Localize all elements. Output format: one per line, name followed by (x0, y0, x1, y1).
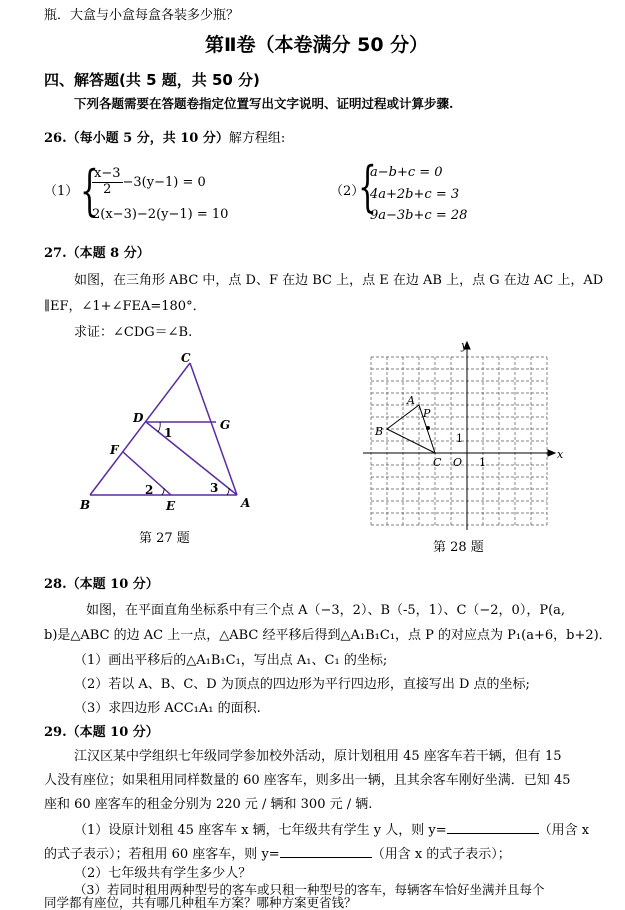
q29-sub1-line1: （1）设原计划租 45 座客车 x 辆，七年级共有学生 y 人，则 y= （用含 x (74, 823, 590, 838)
q28-sub1: （1）画出平移后的△A₁B₁C₁，写出点 A₁、C₁ 的坐标; (74, 653, 388, 668)
q29-sub1-line2: 的式子表示）；若租用 60 座客车，则 y= （用含 x 的式子表示）； (44, 847, 511, 862)
q26-sub1-eq2: 2(x−3)−2(y−1) = 10 (92, 207, 229, 222)
q26-header: 26.（每小题 5 分，共 10 分）解方程组: (44, 131, 286, 146)
q29-text-line2: 人没有座位；如果租用同样数量的 60 座客车，则多出一辆，且其余客车刚好坐满．已知 45 (44, 773, 571, 788)
q26-sub2-eq3: 9a−3b+c = 28 (370, 208, 468, 223)
tick-y-1: 1 (456, 432, 463, 445)
tick-x-1: 1 (479, 456, 486, 469)
q29-sub3-line1: （3）若同时租用两种型号的客车或只租一种型号的客车，每辆客车恰好坐满并且每个 (74, 882, 545, 897)
label-C: C (433, 456, 442, 469)
label-A: A (241, 496, 251, 510)
q29-text-line1: 江汉区某中学组织七年级同学参加校外活动，原计划租用 45 座客车若干辆，但有 15 (74, 749, 562, 764)
q26-sub2-eq2: 4a+2b+c = 3 (370, 187, 460, 202)
brace-icon: { (80, 159, 99, 222)
q28-text-line1: 如图，在平面直角坐标系中有三个点 A（−3，2）、B（-5，1）、C（−2，0），P(a, (86, 603, 566, 618)
q29-sub3-line2: 同学都有座位，共有哪几种租车方案？哪种方案更省钱？ (44, 895, 357, 910)
label-G: G (220, 418, 231, 432)
figure-28-caption: 第 28 题 (433, 540, 484, 555)
answer-blank[interactable] (280, 846, 372, 858)
brace-icon: { (358, 155, 377, 218)
label-D: D (133, 411, 144, 425)
angle-3-label: 3 (210, 481, 219, 495)
carryover-line: 瓶．大盒与小盒每盒各装多少瓶？ (44, 8, 240, 23)
figure-27-caption: 第 27 题 (139, 531, 190, 546)
label-B: B (375, 425, 384, 438)
figure-28 (355, 338, 570, 538)
label-P: P (423, 407, 431, 420)
label-E: E (166, 499, 176, 513)
label-B: B (80, 498, 91, 512)
q27-text-line1: 如图，在三角形 ABC 中，点 D、F 在边 BC 上，点 E 在边 AB 上，点 G 在边 AC 上，AD (74, 273, 604, 288)
q26-sub2-eq1: a−b+c = 0 (370, 165, 443, 180)
q29-header: 29.（本题 10 分） (44, 725, 159, 740)
q26-sub1-label: （1） (44, 184, 79, 199)
x-axis-arrow-icon (548, 450, 555, 456)
section-instruction: 下列各题需要在答题卷指定位置写出文字说明、证明过程或计算步骤. (74, 96, 454, 111)
label-C: C (181, 351, 191, 365)
label-O: O (453, 456, 463, 469)
point-p (426, 426, 430, 430)
answer-blank[interactable] (447, 822, 539, 834)
q27-header: 27.（本题 8 分） (44, 246, 150, 261)
y-axis-label: y (461, 339, 468, 352)
figure-27 (70, 345, 270, 525)
q29-text-line3: 座和 60 座客车的租金分别为 220 元 / 辆和 300 元 / 辆. (44, 797, 373, 812)
part-title: 第Ⅱ卷（本卷满分 50 分） (205, 34, 429, 56)
q28-header: 28.（本题 10 分） (44, 577, 159, 592)
angle-1-label: 1 (164, 426, 173, 440)
q26-sub2-label: （2） (330, 184, 365, 199)
angle-2-label: 2 (145, 483, 154, 497)
q26-sub1-eq1: $\frac{x-3}{2}$ −3(y−1) = 0 (94, 166, 206, 197)
label-F: F (110, 443, 119, 457)
q27-prove: 求证：∠CDG＝∠B. (74, 325, 193, 340)
q28-sub3: （3）求四边形 ACC₁A₁ 的面积. (74, 701, 261, 716)
section-title: 四、解答题(共 5 题，共 50 分) (44, 71, 260, 89)
q28-text-line2: b)是△ABC 的边 AC 上一点，△ABC 经平移后得到△A₁B₁C₁，点 P 的对应点为 P₁(a+6，b+2)． (44, 628, 612, 643)
x-axis-label: x (557, 448, 564, 461)
q27-text-line2: ∥EF，∠1+∠FEA=180°． (44, 299, 206, 314)
q29-sub2: （2）七年级共有学生多少人？ (74, 866, 252, 881)
label-A: A (407, 394, 415, 407)
q28-sub2: （2）若以 A、B、C、D 为顶点的四边形为平行四边形，直接写出 D 点的坐标; (74, 677, 530, 692)
fraction: $\frac{x-3}{2}$ (94, 166, 121, 197)
